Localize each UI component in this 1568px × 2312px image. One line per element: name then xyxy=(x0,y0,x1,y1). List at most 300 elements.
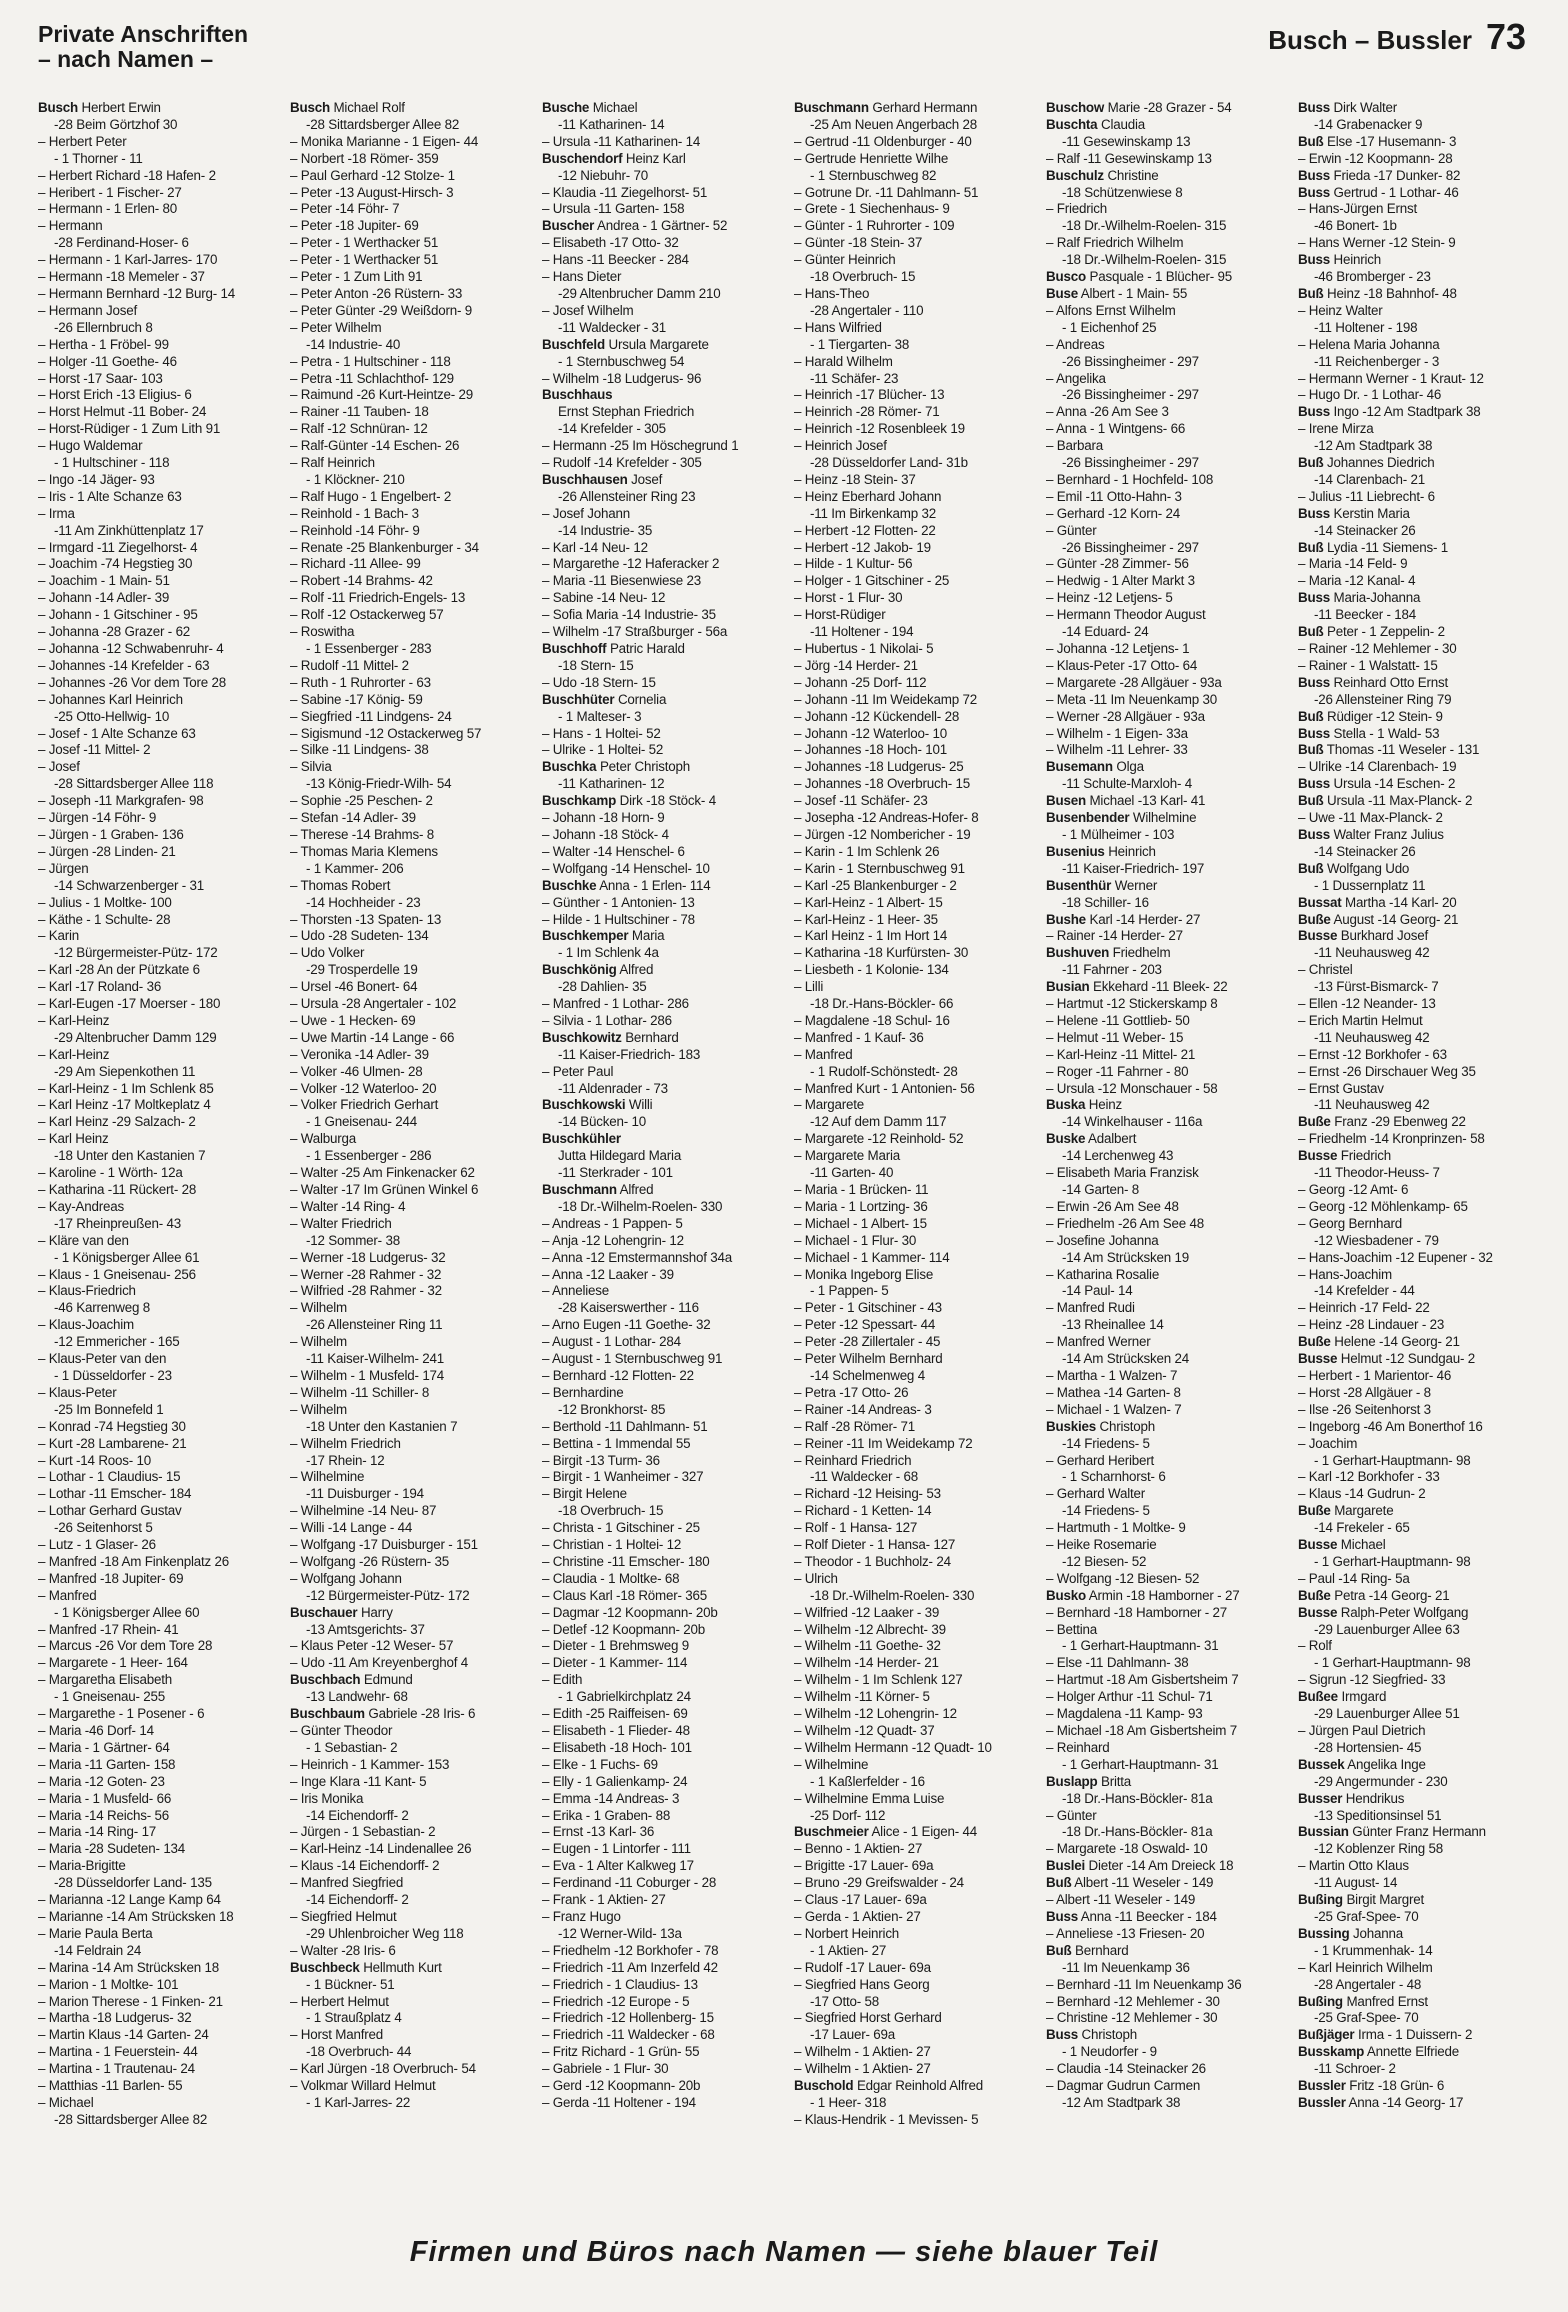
directory-entry xyxy=(38,1757,278,1774)
directory-entry xyxy=(290,1571,530,1588)
directory-entry xyxy=(794,1909,1034,1926)
entry-text: – Irmgard -11 Ziegelhorst- 4 xyxy=(38,539,198,555)
entry-text: – Thomas Maria Klemens xyxy=(290,843,438,859)
entry-text: – Udo Volker xyxy=(290,945,365,961)
entry-text: Josef xyxy=(631,471,663,487)
entry-text: - 1 Rudolf-Schönstedt- 28 xyxy=(810,1063,958,1079)
directory-entry xyxy=(1298,2078,1538,2095)
directory-entry xyxy=(1298,1469,1538,1486)
entry-text: – Karl -25 Blankenburger - 2 xyxy=(794,877,957,893)
entry-text: – Claus Karl -18 Römer- 365 xyxy=(542,1587,708,1603)
entry-text: -11 Kaiser-Friedrich- 197 xyxy=(1062,860,1205,876)
directory-entry xyxy=(794,1571,1034,1588)
directory-entry xyxy=(1046,201,1286,218)
entry-text: -12 Emmericher - 165 xyxy=(54,1334,180,1350)
entry-text: Claudia xyxy=(1100,116,1145,132)
directory-entry xyxy=(542,1013,782,1030)
directory-entry xyxy=(794,185,1034,202)
entry-text: – Wilfried -28 Rahmer - 32 xyxy=(290,1283,442,1299)
directory-entry xyxy=(38,1453,278,1470)
directory-entry xyxy=(542,2010,782,2027)
directory-entry xyxy=(1298,742,1538,759)
directory-entry xyxy=(1298,1385,1538,1402)
directory-entry xyxy=(794,354,1034,371)
directory-entry xyxy=(794,827,1034,844)
directory-entry xyxy=(38,438,278,455)
entry-text: – Benno - 1 Aktien- 27 xyxy=(794,1841,923,1857)
entry-text: - 1 Eichenhof 25 xyxy=(1062,319,1157,335)
entry-text: Albert -11 Weseler - 149 xyxy=(1074,1875,1214,1891)
entry-text: -14 Schelmenweg 4 xyxy=(810,1367,925,1383)
entry-text: – Karl Heinz xyxy=(38,1131,109,1147)
entry-text: -29 Lauenburger Allee 63 xyxy=(1314,1621,1460,1637)
entry-surname: Bußing xyxy=(1298,1892,1343,1908)
entry-text: – Lothar Gerhard Gustav xyxy=(38,1503,182,1519)
entry-text: – Christa - 1 Gitschiner - 25 xyxy=(542,1520,700,1536)
directory-entry xyxy=(290,1064,530,1081)
directory-entry xyxy=(38,1097,278,1114)
entry-text: – Günter -28 Zimmer- 56 xyxy=(1046,556,1189,572)
entry-text: Britta xyxy=(1100,1773,1132,1789)
directory-entry xyxy=(794,235,1034,252)
entry-text: – Emma -14 Andreas- 3 xyxy=(542,1790,680,1806)
entry-text: – Marion - 1 Moltke- 101 xyxy=(38,1976,179,1992)
entry-text: – Kläre van den xyxy=(38,1232,129,1248)
entry-text: – Günter Heinrich xyxy=(794,252,896,268)
entry-text: -11 Reichenberger - 3 xyxy=(1314,353,1440,369)
entry-text: - 1 Dussernplatz 11 xyxy=(1314,877,1426,893)
entry-text: -14 Lerchenweg 43 xyxy=(1062,1148,1174,1164)
entry-text: – Veronika -14 Adler- 39 xyxy=(290,1046,429,1062)
entry-text: Annette Elfriede xyxy=(1366,2044,1459,2060)
directory-entry xyxy=(542,962,782,979)
directory-entry xyxy=(38,1689,278,1706)
directory-entry xyxy=(794,1097,1034,1114)
entry-text: – Irene Mirza xyxy=(1298,421,1374,437)
directory-entry xyxy=(290,1199,530,1216)
entry-text: Frieda -17 Dunker- 82 xyxy=(1333,167,1461,183)
entry-text: – Wolfgang -12 Biesen- 52 xyxy=(1046,1570,1200,1586)
directory-entry xyxy=(794,1317,1034,1334)
directory-entry xyxy=(542,218,782,235)
entry-text: Lydia -11 Siemens- 1 xyxy=(1326,539,1449,555)
entry-text: – Josefine Johanna xyxy=(1046,1232,1159,1248)
directory-entry xyxy=(1298,996,1538,1013)
directory-entry xyxy=(1298,1283,1538,1300)
entry-text: – Ulrich xyxy=(794,1570,838,1586)
directory-entry xyxy=(794,404,1034,421)
directory-entry xyxy=(38,1554,278,1571)
directory-entry xyxy=(1298,624,1538,641)
entry-text: – Michael - 1 Flur- 30 xyxy=(794,1232,917,1248)
entry-surname: Buschauer xyxy=(290,1604,358,1620)
directory-entry xyxy=(38,928,278,945)
entry-text: – Thomas Robert xyxy=(290,877,391,893)
entry-text: – Manfred xyxy=(794,1046,853,1062)
directory-entry xyxy=(1046,1419,1286,1436)
directory-entry xyxy=(1046,912,1286,929)
entry-text: – Rainer -14 Andreas- 3 xyxy=(794,1401,932,1417)
entry-text: Friedrich xyxy=(1340,1148,1392,1164)
directory-entry xyxy=(542,168,782,185)
directory-entry xyxy=(290,1808,530,1825)
directory-entry xyxy=(290,1148,530,1165)
entry-text: – Hermann Bernhard -12 Burg- 14 xyxy=(38,285,236,301)
entry-text: Christoph xyxy=(1099,1418,1156,1434)
directory-entry xyxy=(1298,793,1538,810)
directory-entry xyxy=(290,523,530,540)
entry-text: -28 Düsseldorfer Land- 31b xyxy=(810,455,968,471)
entry-text: – Sigrun -12 Siegfried- 33 xyxy=(1298,1672,1446,1688)
directory-entry xyxy=(542,573,782,590)
directory-entry xyxy=(794,912,1034,929)
directory-entry xyxy=(1046,996,1286,1013)
directory-entry xyxy=(38,2095,278,2112)
directory-entry xyxy=(1046,1706,1286,1723)
entry-surname: Buss xyxy=(1298,252,1330,268)
directory-entry xyxy=(542,1808,782,1825)
entry-text: – Hermann -25 Im Höschegrund 1 xyxy=(542,438,739,454)
directory-entry xyxy=(38,523,278,540)
entry-text: Alice - 1 Eigen- 44 xyxy=(871,1824,978,1840)
entry-text: – Katharina -11 Rückert- 28 xyxy=(38,1182,197,1197)
directory-entry xyxy=(1046,1199,1286,1216)
entry-text: – Klaus-Peter van den xyxy=(38,1351,167,1367)
directory-entry xyxy=(542,895,782,912)
directory-entry xyxy=(794,1300,1034,1317)
entry-text: – Anna -12 Emstermannshof 34a xyxy=(542,1249,732,1265)
directory-entry xyxy=(38,1808,278,1825)
directory-entry xyxy=(1298,201,1538,218)
directory-entry xyxy=(1046,1605,1286,1622)
entry-text: – Frank - 1 Aktien- 27 xyxy=(542,1892,666,1908)
directory-entry xyxy=(38,320,278,337)
entry-text: – Wilhelm - 1 Im Schlenk 127 xyxy=(794,1672,963,1688)
directory-entry xyxy=(794,928,1034,945)
directory-entry xyxy=(290,928,530,945)
directory-entry xyxy=(38,1571,278,1588)
entry-text: -14 Hochheider - 23 xyxy=(306,894,421,910)
name-range: Busch – Bussler xyxy=(1268,25,1472,55)
entry-text: – Sabine -14 Neu- 12 xyxy=(542,590,666,606)
directory-entry xyxy=(542,1672,782,1689)
entry-text: – Marcus -26 Vor dem Tore 28 xyxy=(38,1638,213,1654)
entry-text: – Heinz Walter xyxy=(1298,302,1383,318)
directory-entry xyxy=(794,472,1034,489)
entry-text: -28 Angertaler - 110 xyxy=(810,302,924,318)
directory-entry xyxy=(38,1064,278,1081)
directory-entry xyxy=(1298,590,1538,607)
directory-entry xyxy=(1298,1588,1538,1605)
entry-text: -28 Kaiserswerther - 116 xyxy=(558,1300,699,1316)
directory-entry xyxy=(38,1233,278,1250)
entry-surname: Buße xyxy=(1298,1114,1331,1130)
directory-entry xyxy=(290,556,530,573)
directory-entry xyxy=(1298,523,1538,540)
directory-entry xyxy=(1046,1655,1286,1672)
directory-entry xyxy=(38,1385,278,1402)
entry-text: – Michael - 1 Albert- 15 xyxy=(794,1215,927,1231)
entry-text: -14 Eichendorff- 2 xyxy=(306,1807,409,1823)
entry-text: Heinz xyxy=(1088,1097,1122,1113)
directory-entry xyxy=(794,421,1034,438)
entry-text: – Gerhard Walter xyxy=(1046,1486,1146,1502)
entry-text: Stella - 1 Wald- 53 xyxy=(1333,725,1440,741)
entry-text: -18 Overbruch- 15 xyxy=(810,269,916,285)
directory-entry xyxy=(542,404,782,421)
entry-text: – Walter -17 Im Grünen Winkel 6 xyxy=(290,1182,479,1197)
entry-text: -12 Koblenzer Ring 58 xyxy=(1314,1841,1444,1857)
directory-entry xyxy=(1046,404,1286,421)
directory-entry xyxy=(542,878,782,895)
directory-entry xyxy=(38,201,278,218)
directory-entry xyxy=(38,1199,278,1216)
entry-text: – Wilhelm -11 Schiller- 8 xyxy=(290,1384,430,1400)
directory-entry xyxy=(794,1351,1034,1368)
entry-text: – Hans - 1 Holtei- 52 xyxy=(542,725,661,741)
entry-text: Michael xyxy=(1340,1537,1386,1553)
entry-text: -13 Rheinallee 14 xyxy=(1062,1317,1164,1333)
directory-entry xyxy=(542,100,782,117)
entry-text: -46 Bonert- 1b xyxy=(1314,218,1397,234)
directory-entry xyxy=(1046,337,1286,354)
directory-entry xyxy=(38,2044,278,2061)
entry-text: -11 Kaiser-Friedrich- 183 xyxy=(558,1046,701,1062)
entry-text: – Wilhelmine xyxy=(794,1756,869,1772)
entry-text: -14 Frekeler - 65 xyxy=(1314,1520,1410,1536)
directory-entry xyxy=(542,201,782,218)
entry-text: – Rolf -12 Ostackerweg 57 xyxy=(290,607,444,623)
entry-text: – Uwe -11 Max-Planck- 2 xyxy=(1298,810,1443,826)
entry-text: Karl -14 Herder- 27 xyxy=(1089,911,1201,927)
directory-entry xyxy=(1046,303,1286,320)
entry-text: – Hans Werner -12 Stein- 9 xyxy=(1298,235,1456,251)
entry-text: - 1 Gerhart-Hauptmann- 98 xyxy=(1314,1452,1471,1468)
directory-entry xyxy=(1046,117,1286,134)
entry-text: – Herbert - 1 Marientor- 46 xyxy=(1298,1367,1452,1383)
entry-text: - 1 Neudorfer - 9 xyxy=(1062,2044,1157,2060)
directory-entry xyxy=(290,1368,530,1385)
directory-entry xyxy=(38,675,278,692)
entry-text: – Martin Otto Klaus xyxy=(1298,1858,1409,1874)
entry-text: – Manfred Kurt - 1 Antonien- 56 xyxy=(794,1080,975,1096)
entry-text: Olga xyxy=(1116,759,1144,775)
directory-entry xyxy=(542,1047,782,1064)
entry-text: -14 Schwarzenberger - 31 xyxy=(54,877,205,893)
directory-entry xyxy=(542,1757,782,1774)
directory-entry xyxy=(794,1774,1034,1791)
entry-text: – Liesbeth - 1 Kolonie- 134 xyxy=(794,962,949,978)
entry-text: -11 Gesewinskamp 13 xyxy=(1062,133,1191,149)
directory-entry xyxy=(38,1588,278,1605)
entry-text: – Peter - 1 Gitschiner - 43 xyxy=(794,1300,942,1316)
entry-text: – Johannes -14 Krefelder - 63 xyxy=(38,657,210,673)
entry-text: -12 Sommer- 38 xyxy=(306,1232,400,1248)
entry-text: Michael -13 Karl- 41 xyxy=(1089,793,1206,809)
directory-entry xyxy=(290,759,530,776)
directory-entry xyxy=(1298,455,1538,472)
directory-entry xyxy=(38,624,278,641)
directory-entry xyxy=(1046,1571,1286,1588)
directory-entry xyxy=(794,861,1034,878)
entry-text: – Josef Johann xyxy=(542,505,631,521)
directory-entry xyxy=(290,962,530,979)
directory-entry xyxy=(794,1199,1034,1216)
entry-text: – Hermann Werner - 1 Kraut- 12 xyxy=(1298,370,1484,386)
directory-entry xyxy=(794,1994,1034,2011)
entry-text: – Martha -18 Ludgerus- 32 xyxy=(38,2010,192,2026)
directory-entry xyxy=(542,354,782,371)
entry-text: – Raimund -26 Kurt-Heintze- 29 xyxy=(290,387,474,403)
entry-text: – Karl-Heinz xyxy=(38,1046,110,1062)
directory-entry xyxy=(38,1943,278,1960)
entry-text: Ursula -14 Eschen- 2 xyxy=(1333,776,1456,792)
entry-text: Ekkehard -11 Bleek- 22 xyxy=(1092,979,1228,995)
directory-entry xyxy=(290,286,530,303)
directory-entry xyxy=(38,151,278,168)
entry-text: -12 Am Stadtpark 38 xyxy=(1314,438,1433,454)
directory-entry xyxy=(38,303,278,320)
entry-text: -13 Landwehr- 68 xyxy=(306,1689,408,1705)
directory-entry xyxy=(38,540,278,557)
entry-text: – Robert -14 Brahms- 42 xyxy=(290,573,433,589)
entry-text: – Claudia -14 Steinacker 26 xyxy=(1046,2061,1206,2077)
directory-entry xyxy=(1046,2010,1286,2027)
entry-text: – Heinrich Josef xyxy=(794,438,887,454)
entry-surname: Bussian xyxy=(1298,1824,1349,1840)
directory-entry xyxy=(794,844,1034,861)
entry-text: Edgar Reinhold Alfred xyxy=(856,2078,984,2094)
directory-entry xyxy=(794,489,1034,506)
directory-entry xyxy=(1046,2044,1286,2061)
entry-text: – Iris - 1 Alte Schanze 63 xyxy=(38,488,182,504)
directory-entry xyxy=(38,2078,278,2095)
entry-surname: Buschkowitz xyxy=(542,1029,622,1045)
entry-text: – Martina - 1 Trautenau- 24 xyxy=(38,2061,195,2077)
entry-text: – Karin - 1 Im Schlenk 26 xyxy=(794,843,940,859)
entry-surname: Buschkamp xyxy=(542,793,617,809)
entry-text: -14 Am Strücksken 24 xyxy=(1062,1351,1189,1367)
directory-entry xyxy=(794,607,1034,624)
entry-text: – Marianna -12 Lange Kamp 64 xyxy=(38,1892,221,1908)
directory-entry xyxy=(542,1334,782,1351)
entry-text: – Peter Wilhelm xyxy=(290,319,382,335)
entry-surname: Buscher xyxy=(542,218,595,234)
directory-entry xyxy=(290,675,530,692)
directory-entry xyxy=(542,742,782,759)
entry-text: – Siegfried -11 Lindgens- 24 xyxy=(290,708,452,724)
entry-surname: Buschhüter xyxy=(542,691,615,707)
entry-text: -11 Katharinen- 14 xyxy=(558,116,665,132)
directory-entry xyxy=(1046,1858,1286,1875)
entry-text: – Michael xyxy=(38,2094,94,2110)
entry-text: – Karl -12 Borkhofer - 33 xyxy=(1298,1469,1440,1485)
directory-entry xyxy=(290,1554,530,1571)
directory-entry xyxy=(794,540,1034,557)
directory-entry xyxy=(542,1199,782,1216)
directory-entry xyxy=(38,1875,278,1892)
entry-text: – Günter -18 Stein- 37 xyxy=(794,235,923,251)
directory-entry xyxy=(794,1858,1034,1875)
entry-text: – Ilse -26 Seitenhorst 3 xyxy=(1298,1401,1431,1417)
directory-entry xyxy=(1046,1047,1286,1064)
entry-text: -11 Duisburger - 194 xyxy=(306,1486,424,1502)
directory-entry xyxy=(38,1469,278,1486)
entry-text: – Heribert - 1 Fischer- 27 xyxy=(38,184,182,200)
directory-entry xyxy=(290,201,530,218)
entry-text: – Rolf Dieter - 1 Hansa- 127 xyxy=(794,1537,956,1553)
entry-text: – Michael -18 Am Gisbertsheim 7 xyxy=(1046,1723,1238,1738)
directory-entry xyxy=(794,878,1034,895)
directory-entry xyxy=(290,506,530,523)
directory-entry xyxy=(542,1300,782,1317)
entry-text: Heinz Karl xyxy=(625,150,686,166)
entry-text: -25 Otto-Hellwig- 10 xyxy=(54,708,170,724)
entry-surname: Buschold xyxy=(794,2078,854,2094)
entry-text: Alfred xyxy=(619,962,654,978)
entry-text: – Andreas - 1 Pappen- 5 xyxy=(542,1215,683,1231)
directory-entry xyxy=(290,776,530,793)
entry-text: – Margarete - 1 Heer- 164 xyxy=(38,1655,188,1671)
entry-text: Johannes Diedrich xyxy=(1326,455,1435,471)
directory-entry xyxy=(794,945,1034,962)
directory-entry xyxy=(1046,320,1286,337)
directory-entry xyxy=(542,1791,782,1808)
entry-text: – Bernhard -12 Mehlemer - 30 xyxy=(1046,1993,1220,2009)
directory-entry xyxy=(542,658,782,675)
entry-text: Birgit Margret xyxy=(1346,1892,1425,1908)
entry-text: – Wilhelm -11 Körner- 5 xyxy=(794,1689,930,1705)
directory-entry xyxy=(290,1047,530,1064)
directory-entry xyxy=(794,1875,1034,1892)
directory-entry xyxy=(1298,658,1538,675)
entry-text: – Hartmuth - 1 Moltke- 9 xyxy=(1046,1520,1186,1536)
directory-entry xyxy=(794,1791,1034,1808)
directory-entry xyxy=(38,861,278,878)
directory-entry xyxy=(38,641,278,658)
directory-entry xyxy=(38,590,278,607)
directory-entry xyxy=(542,1368,782,1385)
entry-text: – Jürgen - 1 Sebastian- 2 xyxy=(290,1824,436,1840)
directory-entry xyxy=(542,185,782,202)
directory-entry xyxy=(1298,1824,1538,1841)
entry-text: – Margarete Maria xyxy=(794,1148,901,1164)
directory-entry xyxy=(794,1469,1034,1486)
directory-entry xyxy=(1298,286,1538,303)
directory-entry xyxy=(38,404,278,421)
directory-entry xyxy=(542,472,782,489)
entry-text: Dirk Walter xyxy=(1333,100,1397,115)
entry-text: – Johannes Karl Heinrich xyxy=(38,691,183,707)
directory-entry xyxy=(1046,979,1286,996)
directory-entry xyxy=(794,303,1034,320)
directory-entry xyxy=(542,928,782,945)
entry-text: – August - 1 Sternbuschweg 91 xyxy=(542,1351,723,1367)
entry-text: -11 Schroer- 2 xyxy=(1314,2061,1396,2077)
entry-surname: Busse xyxy=(1298,928,1338,944)
directory-entry xyxy=(290,1875,530,1892)
directory-entry xyxy=(38,979,278,996)
directory-entry xyxy=(290,1486,530,1503)
directory-entry xyxy=(38,134,278,151)
entry-text: -14 Krefelder - 305 xyxy=(558,421,666,437)
entry-text: – Elly - 1 Galienkamp- 24 xyxy=(542,1773,688,1789)
directory-entry xyxy=(1046,1994,1286,2011)
entry-text: – Detlef -12 Koopmann- 20b xyxy=(542,1621,706,1637)
entry-text: -14 Industrie- 40 xyxy=(306,336,401,352)
entry-surname: Buss xyxy=(1298,776,1330,792)
directory-entry xyxy=(290,1081,530,1098)
